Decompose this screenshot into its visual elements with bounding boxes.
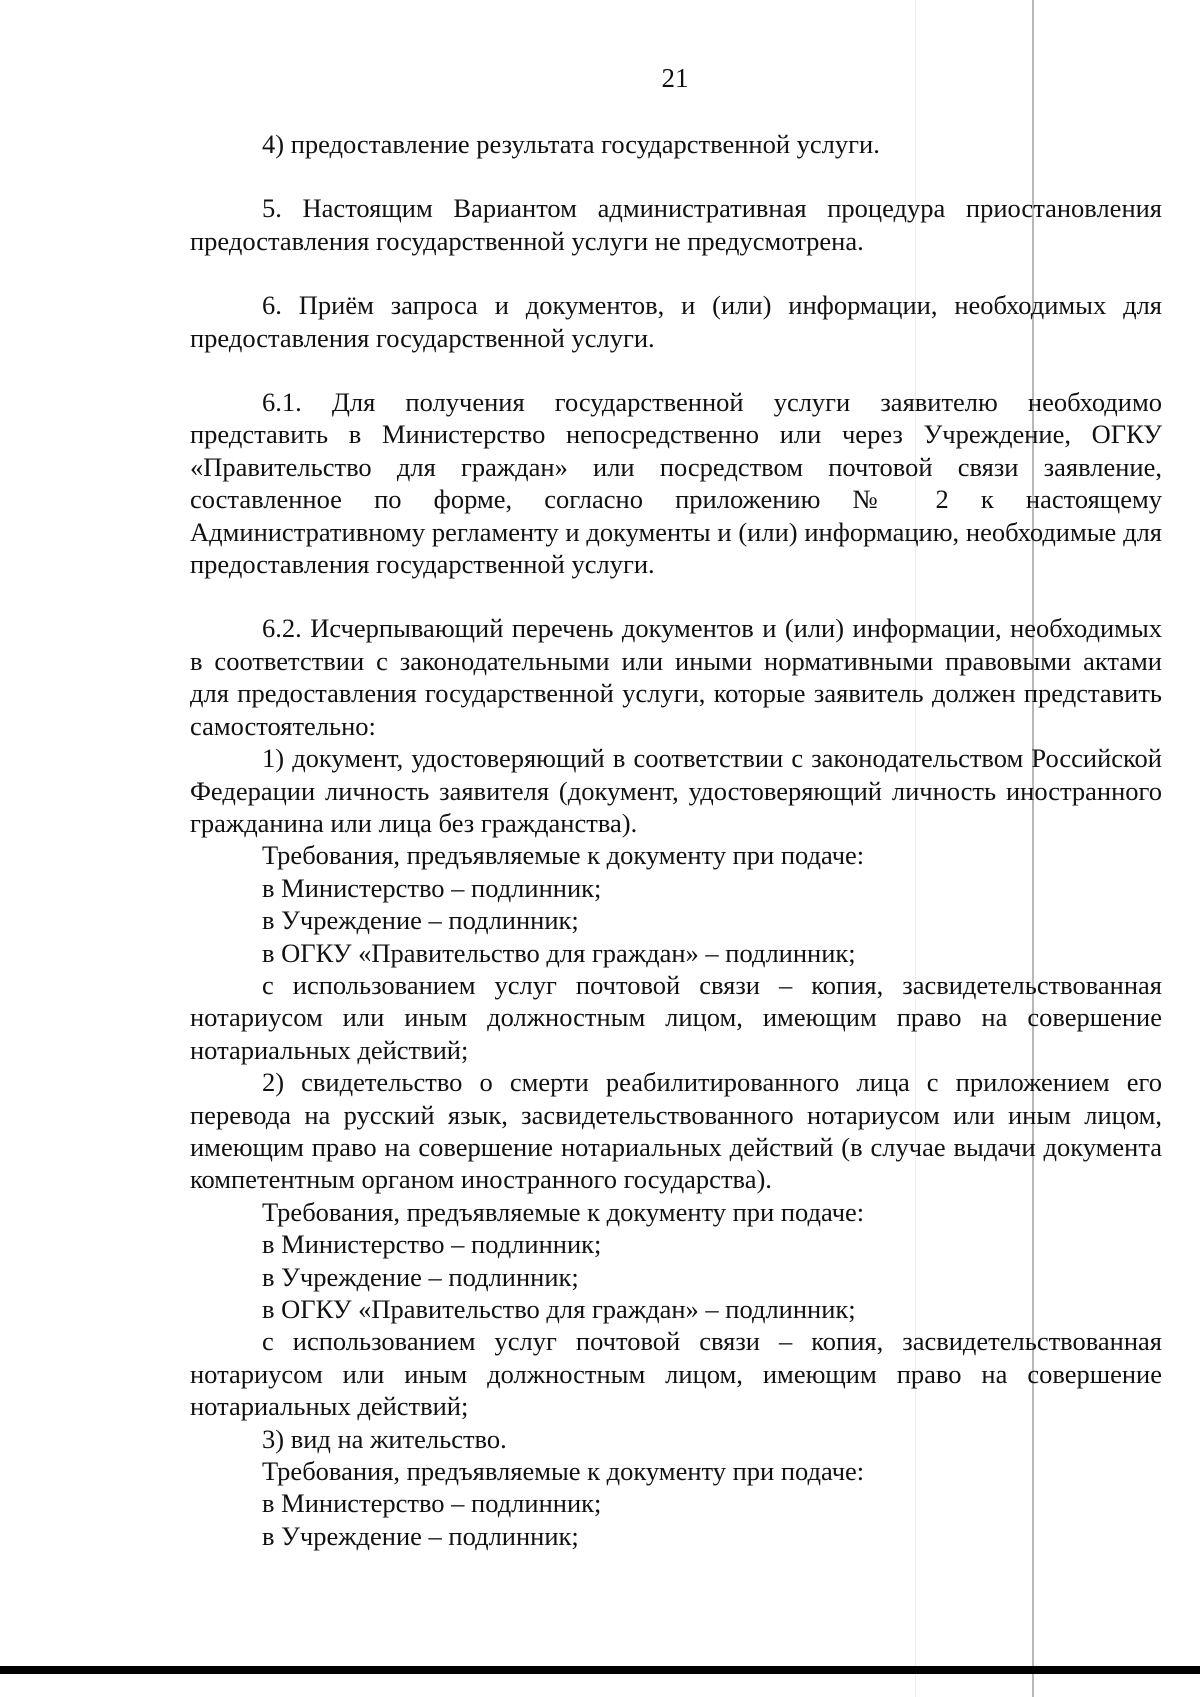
requirement-ministry: в Министерство – подлинник; <box>262 1488 602 1519</box>
requirement-institution: в Учреждение – подлинник; <box>262 1520 579 1551</box>
document-body <box>190 128 1162 1552</box>
requirement-institution: в Учреждение – подлинник; <box>262 1261 579 1292</box>
paragraph-section-6: 6. Приём запроса и документов, и (или) информации, необходимых для предоставления государственной услуги. <box>190 290 1162 353</box>
list-item-document-2: 2) свидетельство о смерти реабилитированного лица с приложением его перевода на русский язык, засвидетельствованного нотариусом или иным лицом, имеющим право на совершение нотариальных действий (в случае выдачи документа компетентным органом иностранного государства). <box>190 1067 1162 1195</box>
list-item-document-1: 1) документ, удостоверяющий в соответствии с законодательством Российской Федерации личность заявителя (документ, удостоверяющий личность иностранного гражданина или лица без гражданства). <box>190 743 1162 838</box>
scan-bottom-edge <box>0 1666 1200 1674</box>
paragraph-section-6-2: 6.2. Исчерпывающий перечень документов и (или) информации, необходимых в соответствии с законодательными или иными нормативными правовыми актами для предоставления государственной услуги, которые заявитель должен представить самостоятельно: <box>190 613 1162 741</box>
requirements-heading: Требования, предъявляемые к документу при подаче: <box>262 840 865 871</box>
paragraph-section-6-1: 6.1. Для получения государственной услуги заявителю необходимо представить в Министерство непосредственно или через Учреждение, ОГКУ «Правительство для граждан» или посредством почтовой связи заявление, составленное по форме, согласно приложению № 2 к настоящему Административному регламенту и документы и (или) информацию, необходимые для предоставления государственной услуги. <box>190 387 1162 580</box>
requirement-ogku: в ОГКУ «Правительство для граждан» – подлинник; <box>262 937 856 968</box>
requirements-heading: Требования, предъявляемые к документу при подаче: <box>262 1196 865 1227</box>
list-item-document-3: 3) вид на жительство. <box>262 1423 507 1454</box>
paragraph-section-5: 5. Настоящим Вариантом административная процедура приостановления предоставления государственной услуги не предусмотрена. <box>190 193 1162 256</box>
requirement-ministry: в Министерство – подлинник; <box>262 872 602 903</box>
page-number: 21 <box>661 63 689 93</box>
requirement-institution: в Учреждение – подлинник; <box>262 905 579 936</box>
requirement-postal: с использованием услуг почтовой связи – копия, засвидетельствованная нотариусом или иным должностным лицом, имеющим право на совершение нотариальных действий; <box>190 1326 1162 1422</box>
requirements-heading: Требования, предъявляемые к документу при подаче: <box>262 1456 865 1487</box>
requirement-ministry: в Министерство – подлинник; <box>262 1229 602 1260</box>
paragraph-step-4: 4) предоставление результата государственной услуги. <box>262 129 880 159</box>
requirement-postal: с использованием услуг почтовой связи – копия, засвидетельствованная нотариусом или иным должностным лицом, имеющим право на совершение нотариальных действий; <box>190 969 1162 1065</box>
requirement-ogku: в ОГКУ «Правительство для граждан» – подлинник; <box>262 1294 856 1324</box>
